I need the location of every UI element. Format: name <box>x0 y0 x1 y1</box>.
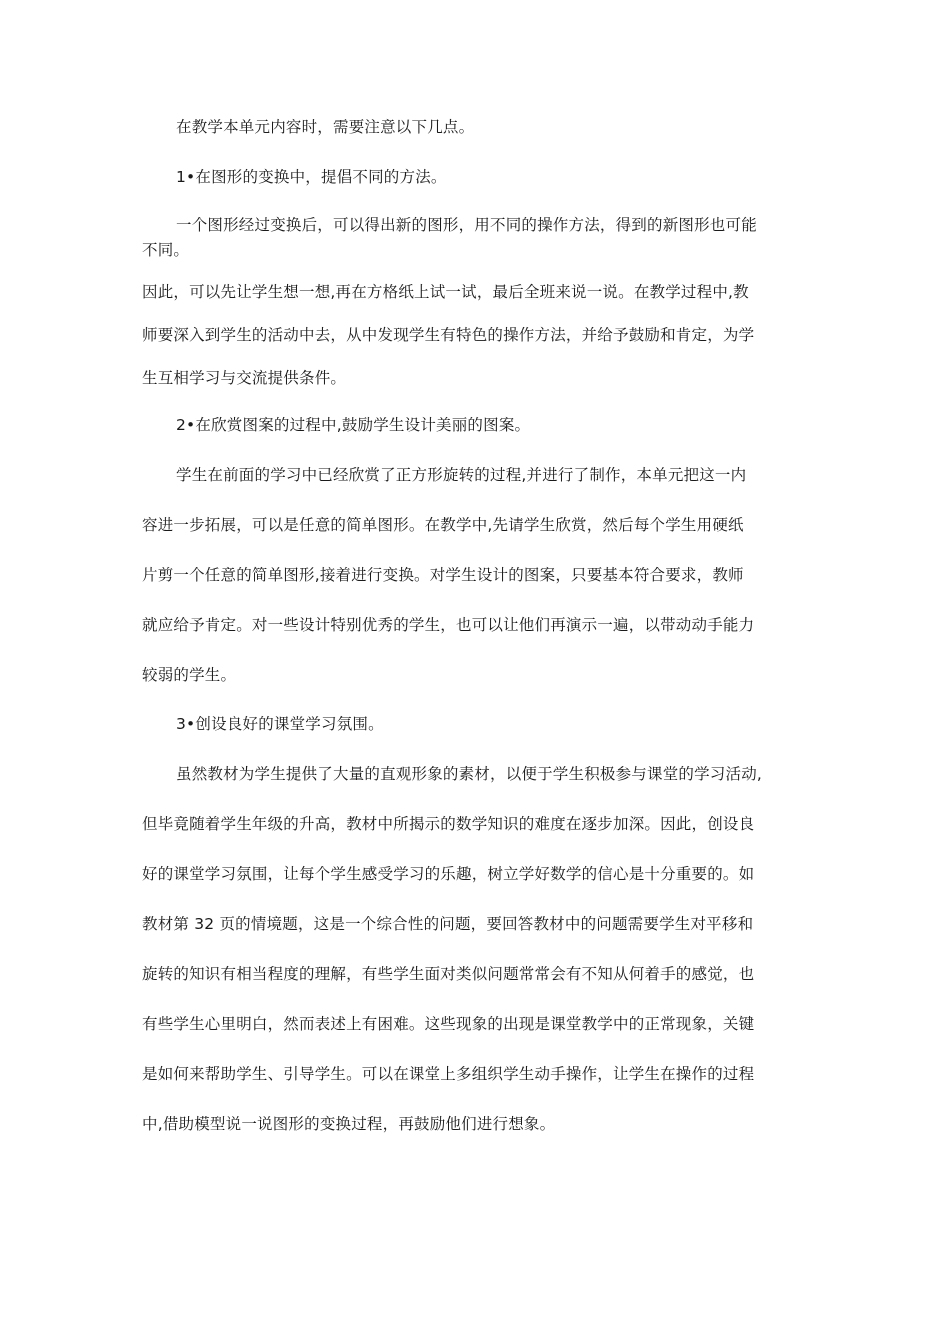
point2-heading: 2•在欣赏图案的过程中,鼓励学生设计美丽的图案。 <box>176 416 531 434</box>
paragraph-line: 旋转的知识有相当程度的理解，有些学生面对类似问题常常会有不知从何着手的感觉，也 <box>142 965 755 983</box>
paragraph-line: 虽然教材为学生提供了大量的直观形象的素材，以便于学生积极参与课堂的学习活动, <box>176 765 763 783</box>
paragraph-line: 好的课堂学习氛围，让每个学生感受学习的乐趣，树立学好数学的信心是十分重要的。如 <box>142 865 755 883</box>
paragraph-line: 是如何来帮助学生、引导学生。可以在课堂上多组织学生动手操作，让学生在操作的过程 <box>142 1065 755 1083</box>
intro-text: 在教学本单元内容时，需要注意以下几点。 <box>176 118 475 136</box>
paragraph-line: 因此，可以先让学生想一想,再在方格纸上试一试，最后全班来说一说。在教学过程中,教 <box>142 283 749 301</box>
paragraph-line: 有些学生心里明白，然而表述上有困难。这些现象的出现是课堂教学中的正常现象，关键 <box>142 1015 755 1033</box>
paragraph-line: 就应给予肯定。对一些设计特别优秀的学生，也可以让他们再演示一遍，以带动动手能力 <box>142 616 755 634</box>
paragraph-line: 一个图形经过变换后，可以得出新的图形，用不同的操作方法，得到的新图形也可能 <box>176 216 757 234</box>
paragraph-line: 片剪一个任意的简单图形,接着进行变换。对学生设计的图案，只要基本符合要求，教师 <box>142 566 744 584</box>
paragraph-line: 中,借助模型说一说图形的变换过程，再鼓励他们进行想象。 <box>142 1115 556 1133</box>
paragraph-line: 学生在前面的学习中已经欣赏了正方形旋转的过程,并进行了制作，本单元把这一内 <box>176 466 747 484</box>
paragraph-line: 容进一步拓展，可以是任意的简单图形。在教学中,先请学生欣赏，然后每个学生用硬纸 <box>142 516 744 534</box>
point1-heading: 1•在图形的变换中，提倡不同的方法。 <box>176 168 447 186</box>
paragraph-line: 但毕竟随着学生年级的升高，教材中所揭示的数学知识的难度在逐步加深。因此，创设良 <box>142 815 755 833</box>
point3-heading: 3•创设良好的课堂学习氛围。 <box>176 715 384 733</box>
paragraph-line: 不同。 <box>142 241 190 259</box>
paragraph-line: 较弱的学生。 <box>142 666 237 684</box>
paragraph-line: 师要深入到学生的活动中去，从中发现学生有特色的操作方法，并给予鼓励和肯定，为学 <box>142 326 755 344</box>
paragraph-line: 教材第 32 页的情境题，这是一个综合性的问题，要回答教材中的问题需要学生对平移和 <box>142 915 754 933</box>
paragraph-line: 生互相学习与交流提供条件。 <box>142 369 347 387</box>
